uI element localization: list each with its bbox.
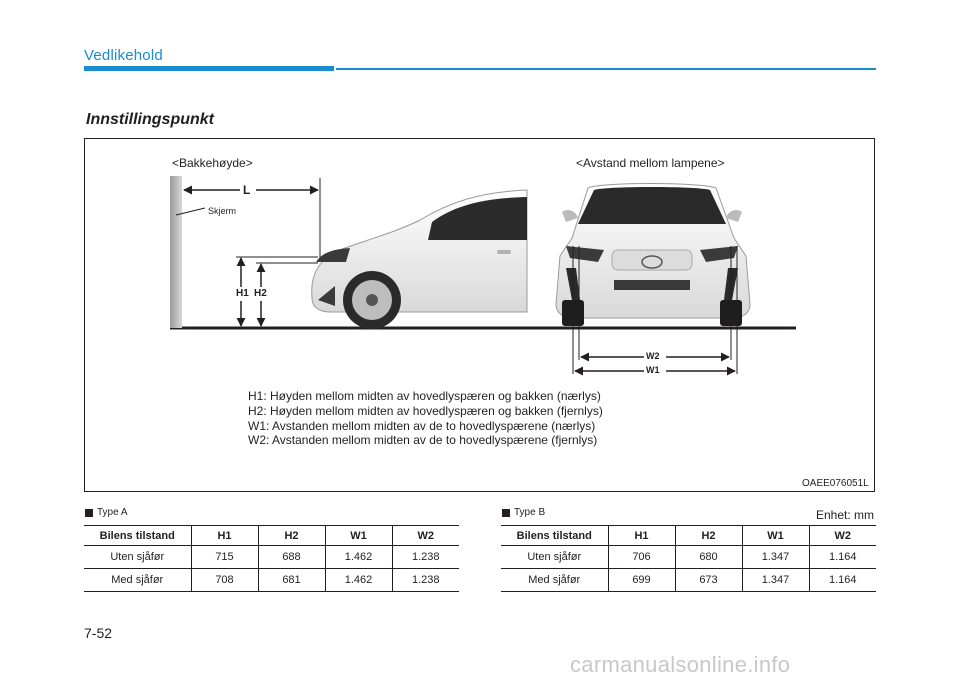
section-title: Vedlikehold: [84, 47, 163, 64]
figure-code: OAEE076051L: [802, 478, 869, 489]
label-screen: Skjerm: [208, 206, 237, 216]
legend-h1: H1: Høyden mellom midten av hovedlyspæren og bakken (nærlys): [248, 389, 601, 403]
table-cell: 1.238: [392, 546, 459, 569]
label-h1: H1: [236, 288, 249, 299]
table-cell: 708: [191, 569, 258, 592]
spec-table-type-a: [84, 525, 459, 592]
legend-w1: W1: Avstanden mellom midten av de to hovedlyspærene (nærlys): [248, 418, 596, 433]
label-w1: W1: [646, 365, 660, 375]
bullet-square-icon: [502, 509, 510, 517]
table-cell: 706: [608, 546, 675, 569]
table-header-row: [501, 526, 876, 546]
table-cell: 1.462: [325, 569, 392, 592]
table-header: W1: [325, 526, 392, 546]
table-header: W2: [392, 526, 459, 546]
legend-h2: H2: Høyden mellom midten av hovedlyspæren og bakken (fjernlys): [248, 403, 603, 418]
table-header: H2: [258, 526, 325, 546]
type-b-text: Type B: [514, 507, 546, 518]
spec-table-type-b: [501, 525, 876, 592]
label-w2: W2: [646, 351, 660, 361]
table-header: W2: [809, 526, 876, 546]
table-row: [501, 569, 876, 592]
table-cell: Uten sjåfør: [501, 546, 608, 569]
page-subtitle: Innstillingspunkt: [86, 111, 214, 128]
table-cell: 1.164: [809, 569, 876, 592]
watermark: carmanualsonline.info: [570, 652, 791, 677]
table-cell: 1.347: [742, 546, 809, 569]
table-cell: 1.164: [809, 546, 876, 569]
bullet-square-icon: [85, 509, 93, 517]
type-a-label: [85, 507, 128, 518]
table-cell: 680: [675, 546, 742, 569]
table-cell: 1.238: [392, 569, 459, 592]
table-header: H1: [191, 526, 258, 546]
page-number: 7-52: [84, 625, 113, 641]
table-cell: 688: [258, 546, 325, 569]
unit-label: Enhet: mm: [816, 508, 875, 522]
table-row: [84, 569, 459, 592]
table-cell: 681: [258, 569, 325, 592]
legend-w2: W2: Avstanden mellom midten av de to hovedlyspærene (fjernlys): [248, 433, 598, 448]
label-h2: H2: [254, 288, 267, 299]
caption-lamp-distance: <Avstand mellom lampene>: [576, 156, 725, 170]
table-header: W1: [742, 526, 809, 546]
table-cell: Med sjåfør: [501, 569, 608, 592]
table-header: H2: [675, 526, 742, 546]
table-header: Bilens tilstand: [84, 526, 191, 546]
type-b-label: [502, 507, 545, 518]
caption-ground-height: <Bakkehøyde>: [172, 156, 253, 170]
table-header: H1: [608, 526, 675, 546]
car-side-view: [312, 190, 527, 329]
table-cell: 1.347: [742, 569, 809, 592]
type-a-text: Type A: [97, 507, 128, 518]
table-cell: 715: [191, 546, 258, 569]
table-cell: 699: [608, 569, 675, 592]
table-header-row: [84, 526, 459, 546]
table-header: Bilens tilstand: [501, 526, 608, 546]
table-cell: 1.462: [325, 546, 392, 569]
screen-wall: [170, 176, 182, 328]
table-row: [501, 546, 876, 569]
car-front-view: [556, 184, 750, 327]
table-cell: 673: [675, 569, 742, 592]
table-row: [84, 546, 459, 569]
table-cell: Uten sjåfør: [84, 546, 191, 569]
label-l: L: [243, 183, 251, 197]
table-cell: Med sjåfør: [84, 569, 191, 592]
figure-legend: [248, 389, 603, 448]
